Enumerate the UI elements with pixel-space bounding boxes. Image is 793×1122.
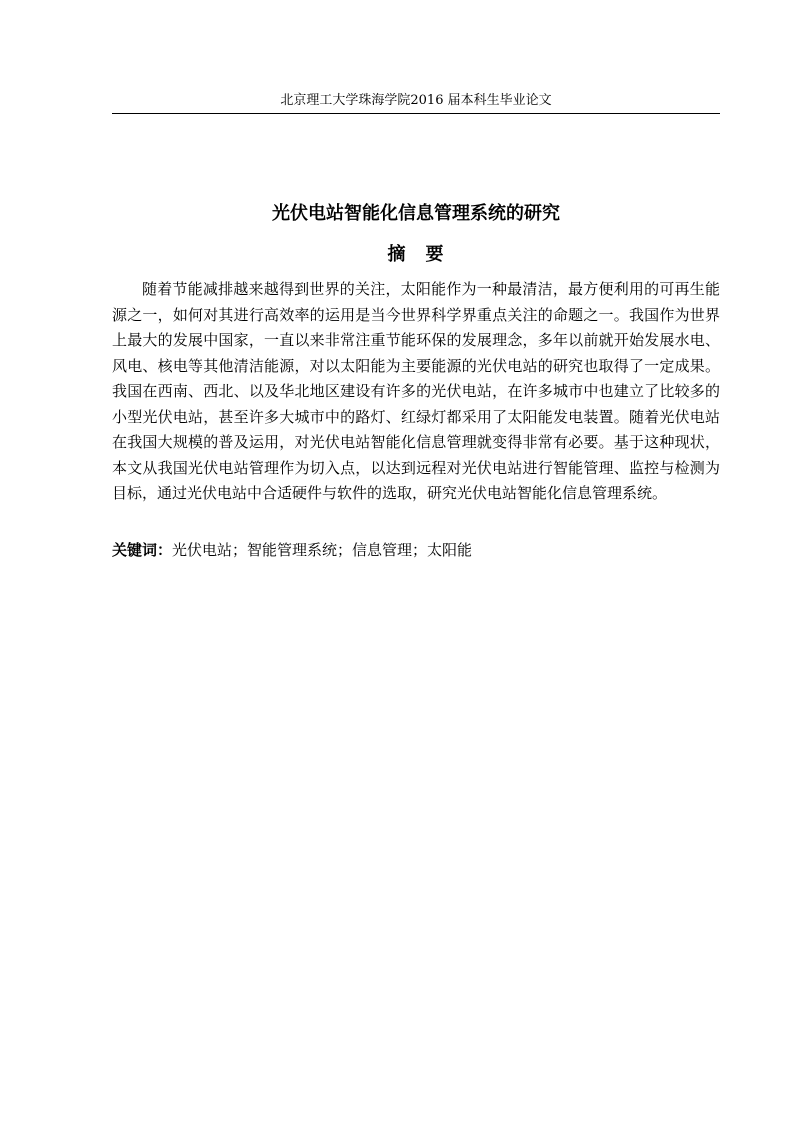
paper-title: 光伏电站智能化信息管理系统的研究 <box>272 203 560 224</box>
abstract-heading: 摘 要 <box>387 244 445 265</box>
keywords-line <box>112 538 720 562</box>
page-header: 北京理工大学珠海学院2016 届本科生毕业论文 <box>280 93 552 108</box>
keywords-value: 光伏电站；智能管理系统；信息管理；太阳能 <box>172 541 473 559</box>
header-rule <box>112 113 720 114</box>
keywords-label: 关键词： <box>112 541 173 559</box>
abstract-body: 随着节能减排越来越得到世界的关注，太阳能作为一种最清洁，最方便利用的可再生能源之一，如何对其进行高效率的运用是当今世界科学界重点关注的命题之一。我国作为世界上最大的发展中国家，一直以来非常注重节能环保的发展理念，多年以前就开始发展水电、风电、核电等其他清洁能源，对以太阳能为主要能源的光伏电站的研究也取得了一定成果。我国在西南、西北、以及华北地区建设有许多的光伏电站，在许多城市中也建立了比较多的小型光伏电站，甚至许多大城市中的路灯、红绿灯都采用了太阳能发电装置。随着光伏电站在我国大规模的普及运用，对光伏电站智能化信息管理就变得非常有必要。基于这种现状，本文从我国光伏电站管理作为切入点，以达到远程对光伏电站进行智能管理、监控与检测为目标，通过光伏电站中合适硬件与软件的选取，研究光伏电站智能化信息管理系统。 <box>112 280 720 502</box>
